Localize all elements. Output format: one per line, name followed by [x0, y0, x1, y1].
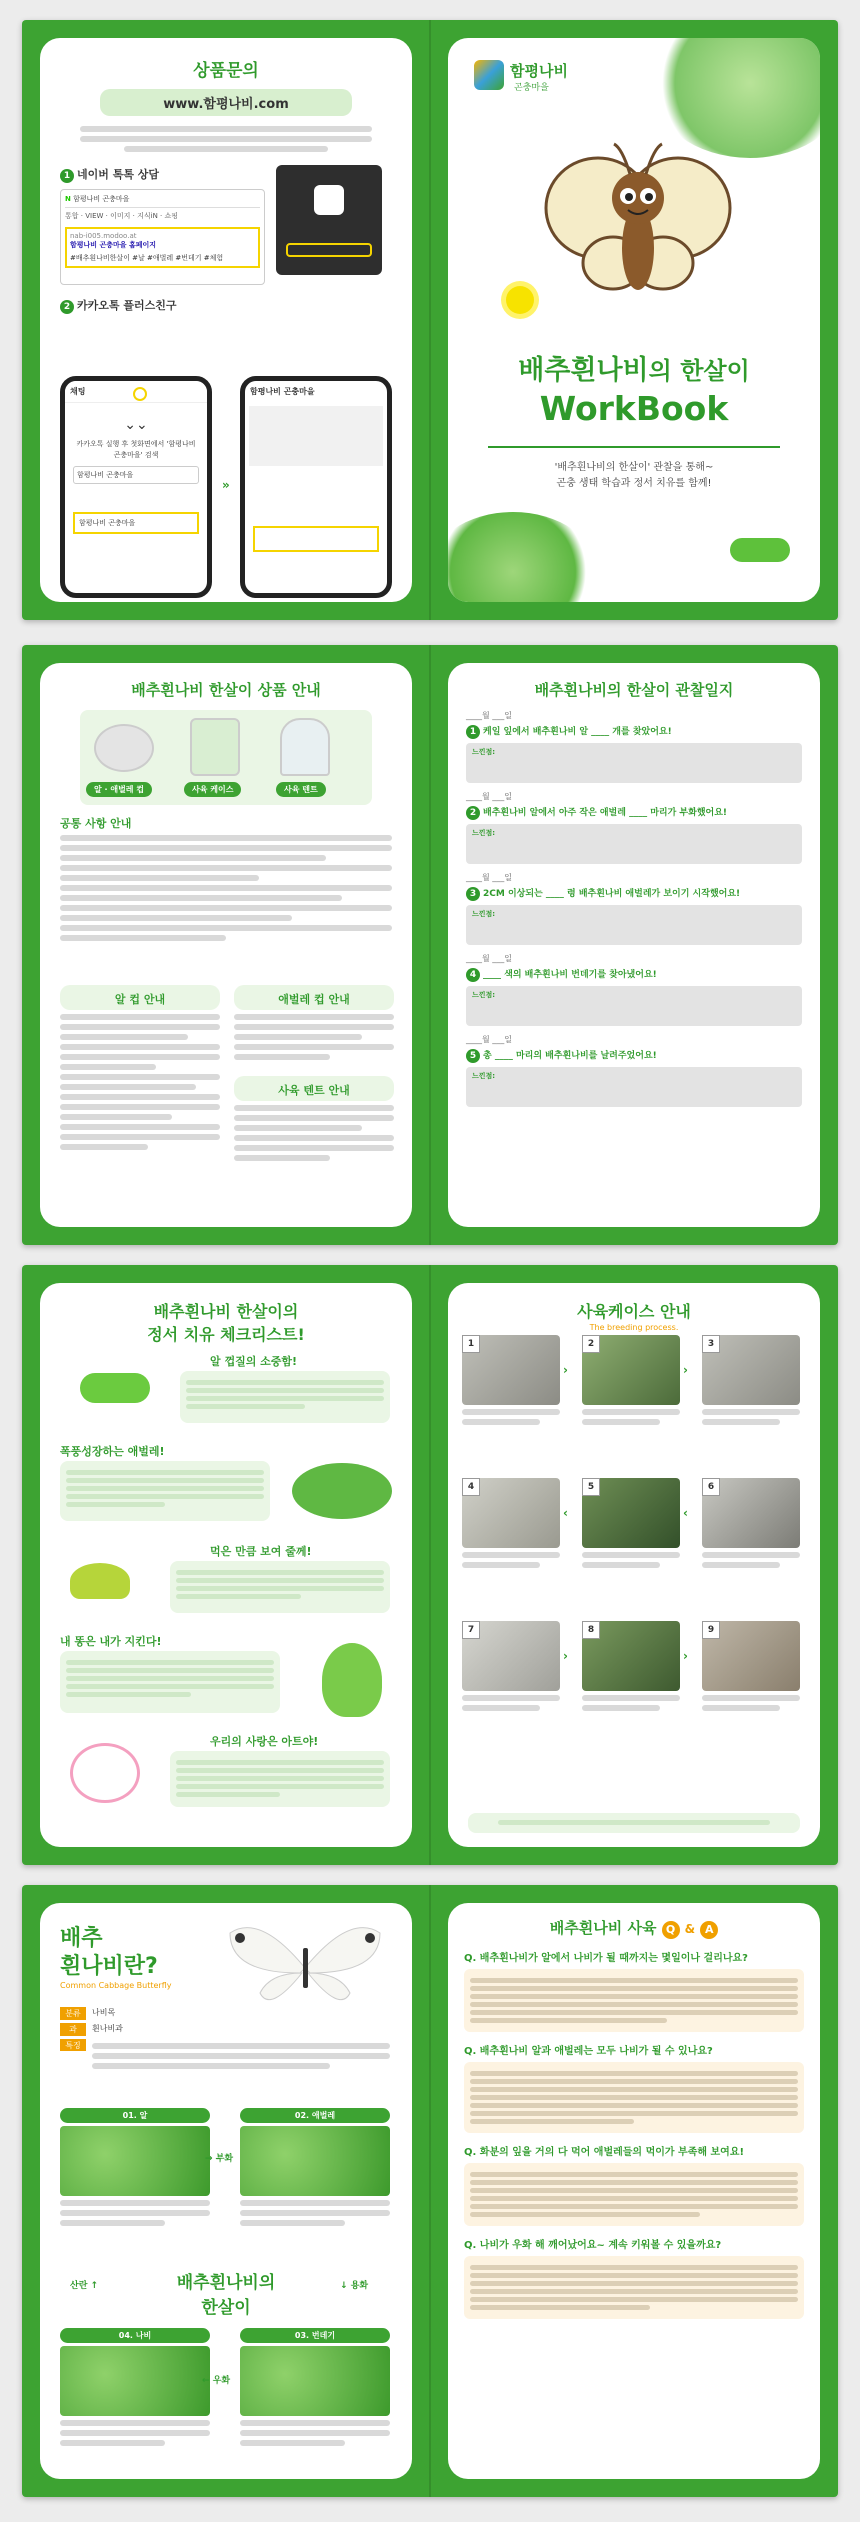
- caterpillar-mascot: [730, 538, 790, 562]
- a-badge: A: [700, 1921, 718, 1939]
- flower-icon: [506, 286, 534, 314]
- arrow-left-icon: ‹: [683, 1506, 688, 1520]
- product-page: [40, 663, 412, 1227]
- naver-label: 네이버 톡톡 상담: [77, 168, 160, 181]
- naver-result-desc: #배추흰나비한살이 #날 #애벌레 #번데기 #체험: [70, 254, 224, 262]
- info-table: 분류 나비목 과 흰나비과 특징: [60, 2007, 390, 2073]
- question-3: Q. 화분의 잎을 거의 다 먹어 애벌레들의 먹이가 부족해 보여요!: [464, 2147, 745, 2158]
- journal-entry-4: ____월 ___일 4 ____ 색의 배추흰나비 번데기를 찾아냈어요! 느낀점:: [466, 953, 802, 1026]
- step-9: 9: [702, 1621, 800, 1715]
- naver-result-title[interactable]: 함평나비 곤충마을 홈페이지: [70, 241, 157, 249]
- answer-box-3[interactable]: 느낀점:: [466, 905, 802, 945]
- naver-search-query[interactable]: 함평나비 곤충마을: [73, 195, 130, 203]
- product-chip-2: 사육 케이스: [184, 782, 241, 797]
- step-6: 6: [702, 1478, 800, 1572]
- intro-title-1: 배추: [60, 1926, 103, 1951]
- step-8: 8: [582, 1621, 680, 1715]
- brand-logo: [474, 60, 504, 90]
- search-icon[interactable]: [133, 387, 147, 401]
- answer-box-4[interactable]: 느낀점:: [466, 986, 802, 1026]
- question-2: Q. 배추흰나비 알과 애벌레는 모두 나비가 될 수 있나요?: [464, 2046, 713, 2057]
- tent-image: [280, 718, 330, 776]
- case-guide-page: [448, 1283, 820, 1847]
- inquiry-desc: [40, 116, 412, 162]
- cover-title-main: 배추흰나비: [518, 355, 649, 386]
- leaf-caterpillar-icon: [292, 1463, 392, 1519]
- cover-title: [448, 348, 820, 428]
- cover-divider: [488, 446, 780, 448]
- butterfly-mascot: [538, 138, 738, 308]
- question-1: Q. 배추흰나비가 알에서 나비가 될 때까지는 몇일이나 걸리나요?: [464, 1953, 748, 1964]
- kakao-guide: 카카오톡 실행 후 첫화면에서 '함평나비곤충마을' 검색: [76, 440, 196, 459]
- website-text: www.함평나비.com: [163, 97, 289, 112]
- poop-icon: [70, 1563, 130, 1599]
- step-2-badge: 2: [60, 300, 74, 314]
- egg-cup-title: 알 컵 안내: [114, 993, 166, 1006]
- step-5: 5: [582, 1478, 680, 1572]
- arrow-right-icon: »: [222, 478, 230, 492]
- qa-list: [448, 1949, 820, 2319]
- case-image: [190, 718, 240, 776]
- qa-title: 배추흰나비 사육 Q & A: [448, 1917, 820, 1939]
- answer-4: [464, 2256, 804, 2319]
- answer-box-5[interactable]: 느낀점:: [466, 1067, 802, 1107]
- journal-entries: [448, 700, 820, 1107]
- chevron-down-icon: ⌄⌄: [124, 417, 148, 433]
- arrow-lay: 산란 ↑: [70, 2281, 99, 2291]
- kakao-chat-header: 채팅: [65, 381, 207, 403]
- step-2: 2: [582, 1335, 680, 1429]
- caterpillar-icon: [80, 1373, 150, 1403]
- checklist-title-1: 배추흰나비 한살이의: [153, 1302, 299, 1321]
- stage-pupa: 03. 번데기: [240, 2323, 390, 2450]
- spread-2: [22, 645, 838, 1245]
- tent-title: 사육 텐트 안내: [278, 1084, 350, 1097]
- leaf-decor-bottom: [448, 512, 598, 602]
- kakao-search-field[interactable]: 함평나비 곤충마을: [73, 466, 199, 484]
- case-footer: [468, 1813, 800, 1833]
- brand-sub: 곤충마을: [514, 83, 549, 93]
- larva-cup-section: [234, 985, 394, 1165]
- answer-1: [464, 1969, 804, 2032]
- product-chip-3: 사육 텐트: [276, 782, 326, 797]
- journal-entry-3: ____월 ___일 3 2CM 이상되는 ____ 령 배추흰나비 애벌레가 보이기 시작했어요! 느낀점:: [466, 872, 802, 945]
- checklist-page: [40, 1283, 412, 1847]
- arrow-right-icon: ›: [563, 1363, 568, 1377]
- stage-larva: 02. 애벌레: [240, 2103, 390, 2230]
- answer-2: [464, 2062, 804, 2133]
- naver-section: [40, 162, 412, 289]
- add-friend-button[interactable]: [253, 526, 379, 552]
- heart-butterfly-icon: [70, 1743, 140, 1803]
- inquiry-title: 상품문의: [193, 61, 259, 81]
- case-title: 사육케이스 안내: [577, 1302, 691, 1321]
- naver-profile-mock: [276, 165, 382, 275]
- cover-title-workbook: WorkBook: [539, 389, 729, 428]
- journal-entry-1: ____월 ___일 1 케일 잎에서 배추흰나비 알 ____ 개를 찾았어요! 느낀점:: [466, 710, 802, 783]
- arrow-eclose: ← 우화: [202, 2376, 231, 2386]
- check-item-3: 먹은 만큼 보여 줄께!: [60, 1543, 392, 1623]
- kakao-label: 카카오톡 플러스친구: [77, 299, 177, 312]
- product-box: [80, 710, 372, 805]
- journal-page: [448, 663, 820, 1227]
- egg-cup-section: [60, 985, 220, 1154]
- step-4: 4: [462, 1478, 560, 1572]
- common-section: [40, 805, 412, 941]
- intro-subtitle: Common Cabbage Butterfly: [60, 1981, 172, 1990]
- kakao-phone-left: [60, 376, 212, 598]
- answer-box-1[interactable]: 느낀점:: [466, 743, 802, 783]
- kakao-phone-right: [240, 376, 392, 598]
- inquiry-page: [40, 38, 412, 602]
- journal-entry-5: ____월 ___일 5 총 ____ 마리의 배추흰나비를 날려주었어요! 느낀점:: [466, 1034, 802, 1107]
- spread-1: [22, 20, 838, 620]
- case-subtitle: The breeding process.: [589, 1323, 679, 1332]
- cover-title-suffix: 의 한살이: [648, 357, 750, 385]
- step-1-badge: 1: [60, 169, 74, 183]
- check-item-1: 알 껍질의 소중함!: [60, 1353, 392, 1433]
- arrow-right-icon: ›: [683, 1649, 688, 1663]
- step-3: 3: [702, 1335, 800, 1429]
- check-item-2: 폭풍성장하는 애벌레!: [60, 1443, 392, 1533]
- step-7: 7: [462, 1621, 560, 1715]
- naver-search-mock: N 함평나비 곤충마을 통합 · VIEW · 이미지 · 지식iN · 쇼핑 nab-i005.modoo.at 함평나비 곤충마을 홈페이지 #배추흰나비한살이 #날 #애벌레 #번데기 #체험: [60, 189, 265, 285]
- checklist-title-2: 정서 치유 체크리스트!: [147, 1325, 305, 1344]
- cover-desc-2: 곤충 생태 학습과 정서 치유를 함께!: [556, 478, 712, 489]
- larva-cup-title: 애벌레 컵 안내: [278, 993, 350, 1006]
- naver-result-url: nab-i005.modoo.at: [70, 232, 137, 240]
- q-badge: Q: [662, 1921, 680, 1939]
- cycle-center-title: 배추흰나비의 한살이: [176, 2273, 276, 2318]
- answer-box-2[interactable]: 느낀점:: [466, 824, 802, 864]
- product-chip-1: 알 · 애벌레 컵: [86, 782, 152, 797]
- intro-title-2: 흰나비란?: [60, 1954, 158, 1979]
- arrow-right-icon: ›: [683, 1363, 688, 1377]
- spread-3: [22, 1265, 838, 1865]
- arrow-right-icon: ›: [563, 1649, 568, 1663]
- qa-page: [448, 1903, 820, 2479]
- spread-4: [22, 1885, 838, 2497]
- stage-butterfly: 04. 나비: [60, 2323, 210, 2450]
- cover-page: [448, 38, 820, 602]
- step-1: 1: [462, 1335, 560, 1429]
- question-4: Q. 나비가 우화 해 깨어났어요~ 계속 키워볼 수 있을까요?: [464, 2240, 722, 2251]
- arrow-pupate: ↓ 용화: [340, 2281, 369, 2291]
- arrow-hatch: → 부화: [205, 2154, 234, 2164]
- kakao-result[interactable]: 함평나비 곤충마을: [73, 512, 199, 534]
- brand-name: 함평나비: [510, 62, 568, 80]
- cover-desc-1: '배추흰나비의 한살이' 관찰을 통해~: [554, 462, 714, 473]
- journal-entry-2: ____월 ___일 2 배추흰나비 알에서 아주 작은 애벌레 ____ 마리가 부화했어요! 느낀점:: [466, 791, 802, 864]
- product-title: 배추흰나비 한살이 상품 안내: [131, 681, 321, 699]
- egg-cup-image: [94, 724, 154, 772]
- arrow-left-icon: ‹: [563, 1506, 568, 1520]
- check-item-5: 우리의 사랑은 아트야!: [60, 1733, 392, 1833]
- chrysalis-icon: [322, 1643, 382, 1717]
- answer-3: [464, 2163, 804, 2226]
- journal-title: 배추흰나비의 한살이 관찰일지: [534, 681, 734, 699]
- intro-page: [40, 1903, 412, 2479]
- kakao-channel-title: 함평나비 곤충마을: [250, 387, 315, 396]
- website-bar[interactable]: [100, 89, 352, 116]
- check-item-4: 내 똥은 내가 지킨다!: [60, 1633, 392, 1723]
- kakao-section: [40, 289, 412, 322]
- naver-tabs[interactable]: 통합 · VIEW · 이미지 · 지식iN · 쇼핑: [65, 212, 179, 220]
- common-title: 공통 사항 안내: [60, 817, 132, 830]
- stage-egg: 01. 알: [60, 2103, 210, 2230]
